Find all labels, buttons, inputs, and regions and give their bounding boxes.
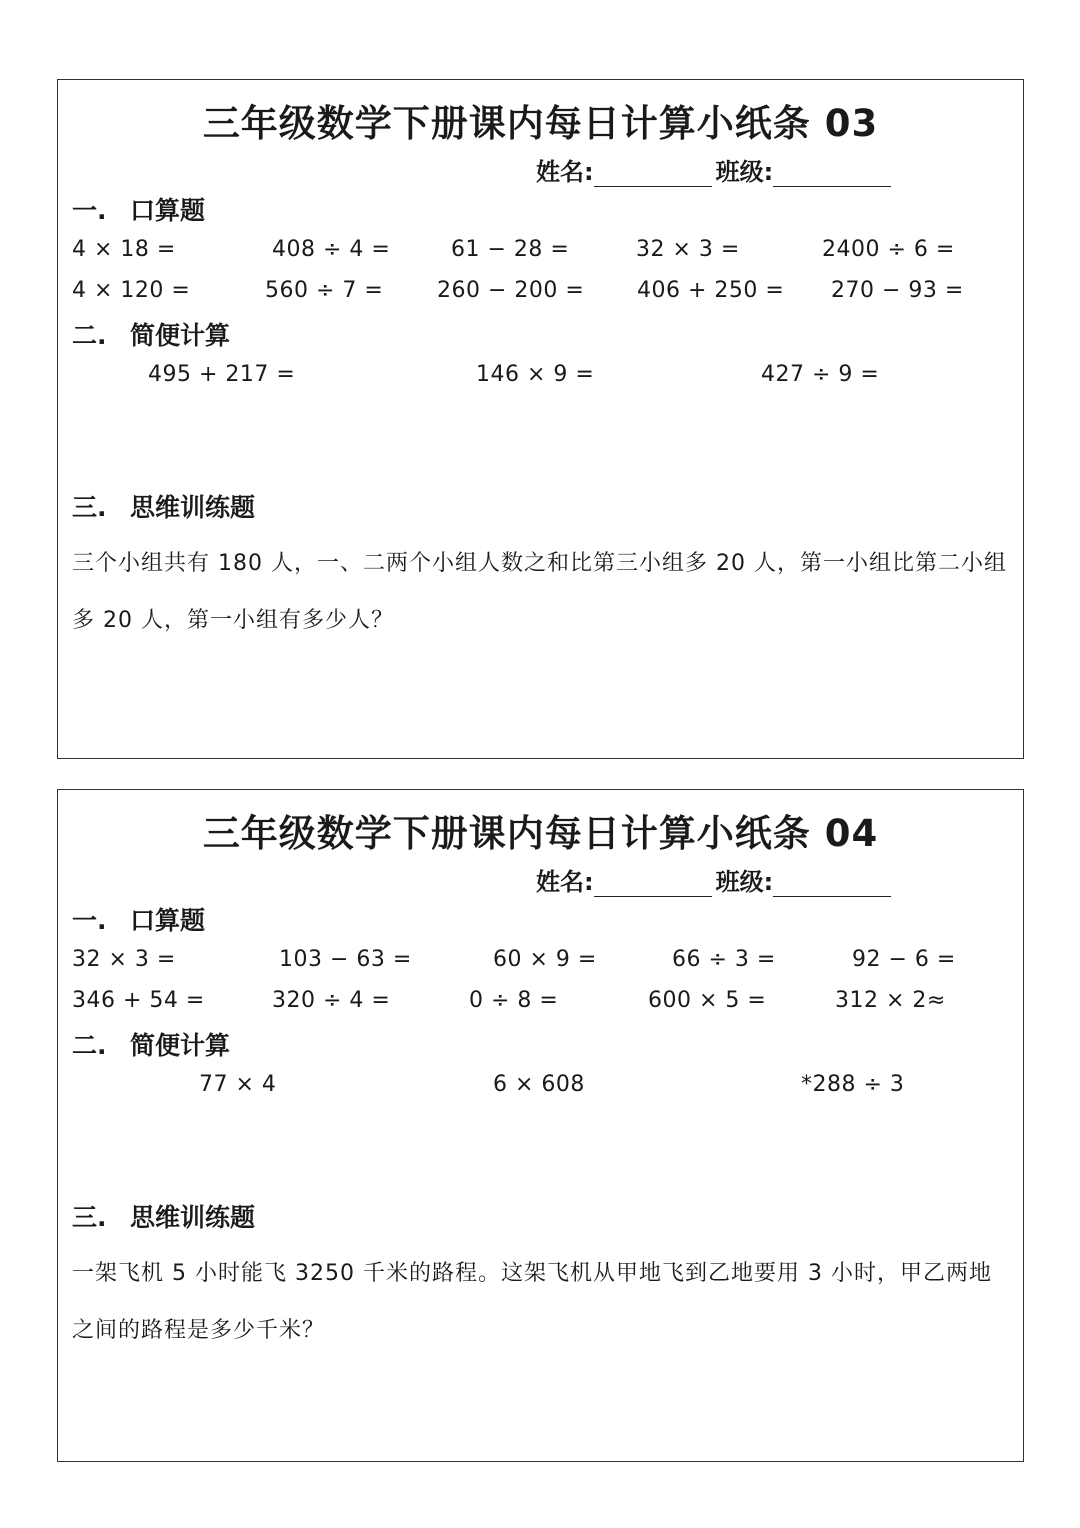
class-label: 班级:: [715, 868, 774, 896]
section-label: 口算题: [130, 196, 206, 225]
oral-problem: 103 − 63 =: [279, 947, 412, 972]
thinking-problem-text: 一架飞机 5 小时能飞 3250 千米的路程。这架飞机从甲地飞到乙地要用 3 小时，甲乙两地之间的路程是多少千米？: [72, 1261, 992, 1343]
section-label: 简便计算: [130, 1031, 231, 1060]
oral-problem: 312 × 2≈: [835, 988, 946, 1013]
oral-problem: 32 × 3 =: [636, 237, 740, 262]
section-simplify-heading: [72, 1026, 230, 1062]
oral-problem: 406 + 250 =: [637, 278, 785, 303]
oral-problem: 92 − 6 =: [852, 947, 956, 972]
simplify-problem: 146 × 9 =: [476, 362, 595, 387]
section-label: 思维训练题: [130, 493, 256, 522]
name-blank[interactable]: [594, 162, 712, 187]
section-oral-heading: [72, 901, 205, 937]
simplify-problem: 495 + 217 =: [148, 362, 296, 387]
section-label: 简便计算: [130, 321, 231, 350]
section-label: 口算题: [130, 906, 206, 935]
name-label: 姓名:: [536, 868, 594, 896]
oral-problem: 66 ÷ 3 =: [672, 947, 776, 972]
oral-problem: 61 − 28 =: [451, 237, 570, 262]
section-number: 三.: [72, 493, 107, 522]
simplify-problem: 6 × 608: [493, 1072, 585, 1097]
oral-problem: 408 ÷ 4 =: [272, 237, 391, 262]
oral-problem: 346 + 54 =: [72, 988, 205, 1013]
oral-problem: 32 × 3 =: [72, 947, 176, 972]
oral-problem: 4 × 18 =: [72, 237, 176, 262]
simplify-problem: *288 ÷ 3: [801, 1072, 905, 1097]
section-number: 一.: [72, 196, 107, 225]
oral-problem: 270 − 93 =: [831, 278, 964, 303]
section-number: 二.: [72, 321, 107, 350]
name-blank[interactable]: [594, 872, 712, 897]
section-number: 三.: [72, 1203, 107, 1232]
simplify-problem: 427 ÷ 9 =: [761, 362, 880, 387]
simplify-problem: 77 × 4: [199, 1072, 277, 1097]
oral-problem: 4 × 120 =: [72, 278, 191, 303]
name-class-line: [536, 152, 895, 187]
worksheet-card-04: [57, 789, 1024, 1462]
section-simplify-heading: [72, 316, 230, 352]
oral-problem: 60 × 9 =: [493, 947, 597, 972]
class-label: 班级:: [715, 158, 774, 186]
thinking-problem-text: 三个小组共有 180 人，一、二两个小组人数之和比第三小组多 20 人，第一小组比第二小组多 20 人，第一小组有多少人？: [72, 551, 1007, 633]
name-class-line: [536, 862, 895, 897]
oral-problem: 320 ÷ 4 =: [272, 988, 391, 1013]
worksheet-title: 三年级数学下册课内每日计算小纸条 04: [202, 812, 879, 855]
class-blank[interactable]: [773, 162, 891, 187]
name-label: 姓名:: [536, 158, 594, 186]
section-oral-heading: [72, 191, 205, 227]
oral-problem: 560 ÷ 7 =: [265, 278, 384, 303]
worksheet-title: 三年级数学下册课内每日计算小纸条 03: [202, 102, 879, 145]
section-thinking-heading: [72, 488, 255, 524]
section-label: 思维训练题: [130, 1203, 256, 1232]
section-number: 二.: [72, 1031, 107, 1060]
oral-problem: 600 × 5 =: [648, 988, 767, 1013]
section-number: 一.: [72, 906, 107, 935]
worksheet-card-03: [57, 79, 1024, 759]
oral-problem: 0 ÷ 8 =: [469, 988, 559, 1013]
oral-problem: 2400 ÷ 6 =: [822, 237, 955, 262]
oral-problem: 260 − 200 =: [437, 278, 585, 303]
class-blank[interactable]: [773, 872, 891, 897]
section-thinking-heading: [72, 1198, 255, 1234]
